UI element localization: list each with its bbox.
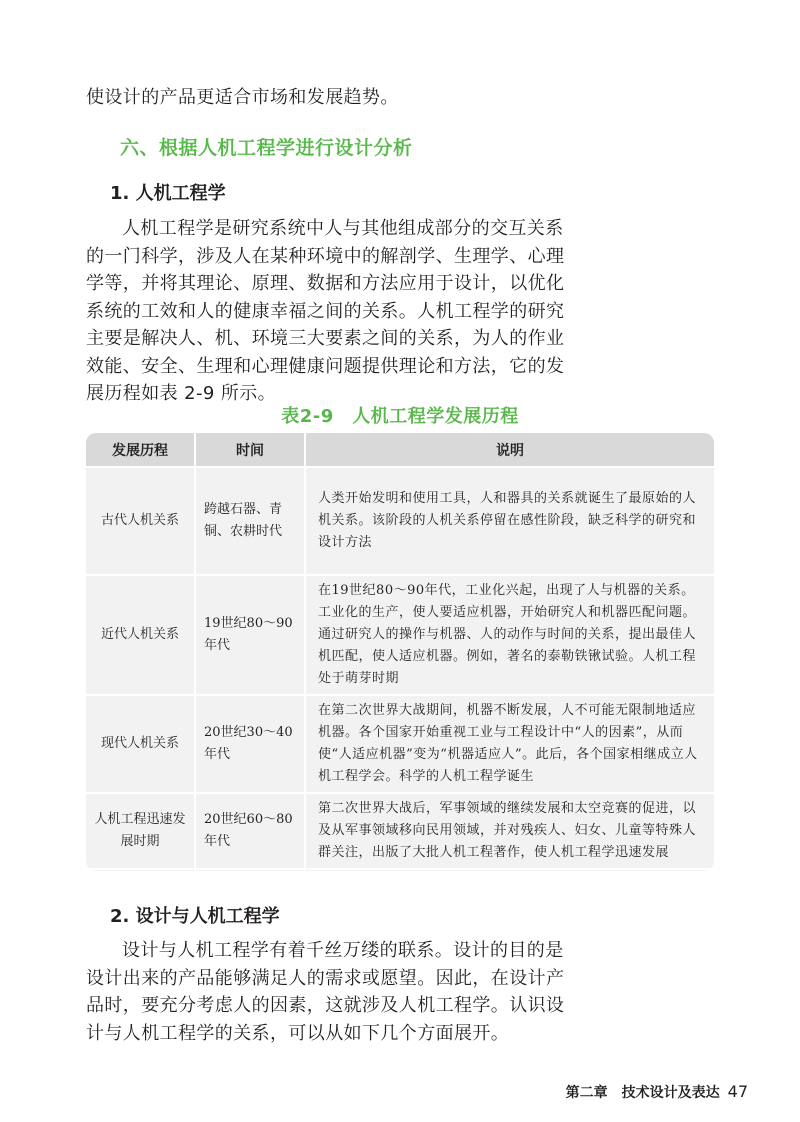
subsection-title-design-ergonomics: 2. 设计与人机工程学 bbox=[110, 906, 280, 927]
cell-time: 19世纪80～90年代 bbox=[195, 575, 305, 695]
cell-description: 在第二次世界大战期间，机器不断发展，人不可能无限制地适应机器。各个国家开始重视工业与工程设计中“人的因素”，从而使“人适应机器”变为“机器适应人”。此后，各个国家相继成立人机工程学会。科学的人机工程学诞生 bbox=[305, 695, 714, 793]
header-description: 说明 bbox=[305, 433, 714, 467]
cell-stage bbox=[86, 869, 195, 871]
continued-paragraph: 使设计的产品更适合市场和发展趋势。 bbox=[86, 87, 399, 108]
table-row bbox=[86, 467, 714, 575]
header-time: 时间 bbox=[195, 433, 305, 467]
cell-description bbox=[305, 869, 714, 871]
table-row bbox=[86, 793, 714, 869]
table-caption: 表2-9 人机工程学发展历程 bbox=[281, 406, 519, 427]
table-row bbox=[86, 695, 714, 793]
cell-time: 20世纪30～40年代 bbox=[195, 695, 305, 793]
design-ergonomics-paragraph: 设计与人机工程学有着千丝万缕的联系。设计的目的是设计出来的产品能够满足人的需求或愿望。因此，在设计产品时，要充分考虑人的因素，这就涉及人机工程学。认识设计与人机工程学的关系，可以从如下几个方面展开。 bbox=[86, 940, 565, 1044]
cell-description: 第二次世界大战后，军事领域的继续发展和太空竞赛的促进，以及从军事领域移向民用领域，并对残疾人、妇女、儿童等特殊人群关注，出版了大批人机工程著作，使人机工程学迅速发展 bbox=[305, 793, 714, 869]
subsection-title-ergonomics: 1. 人机工程学 bbox=[110, 183, 226, 204]
cell-description: 人类开始发明和使用工具，人和器具的关系就诞生了最原始的人机关系。该阶段的人机关系停留在感性阶段，缺乏科学的研究和设计方法 bbox=[305, 467, 714, 575]
header-stage: 发展历程 bbox=[86, 433, 195, 467]
table-header-row bbox=[86, 433, 714, 467]
cell-time bbox=[195, 869, 305, 871]
table-row bbox=[86, 869, 714, 871]
cell-time: 20世纪60～80年代 bbox=[195, 793, 305, 869]
cell-stage: 古代人机关系 bbox=[86, 467, 195, 575]
chapter-title: 第二章 技术设计及表达 bbox=[565, 1085, 720, 1101]
cell-description: 在19世纪80～90年代，工业化兴起，出现了人与机器的关系。工业化的生产，使人要适应机器，开始研究人和机器匹配问题。通过研究人的操作与机器、人的动作与时间的关系，提出最佳人机匹配，使人适应机器。例如，著名的泰勒铁锹试验。人机工程处于萌芽时期 bbox=[305, 575, 714, 695]
section-title: 六、根据人机工程学进行设计分析 bbox=[120, 137, 413, 159]
ergonomics-paragraph: 人机工程学是研究系统中人与其他组成部分的交互关系的一门科学，涉及人在某种环境中的解剖学、生理学、心理学等，并将其理论、原理、数据和方法应用于设计，以优化系统的工效和人的健康幸福之间的关系。人机工程学的研究主要是解决人、机、环境三大要素之间的关系，为人的作业效能、安全、生理和心理健康问题提供理论和方法，它的发展历程如表 2-9 所示。 bbox=[86, 218, 565, 404]
cell-stage: 现代人机关系 bbox=[86, 695, 195, 793]
table-row bbox=[86, 575, 714, 695]
page-number: 47 bbox=[727, 1082, 748, 1101]
ergonomics-history-table bbox=[86, 433, 714, 871]
cell-stage: 人机工程迅速发展时期 bbox=[86, 793, 195, 869]
cell-time: 跨越石器、青铜、农耕时代 bbox=[195, 467, 305, 575]
page-footer bbox=[566, 1082, 748, 1102]
cell-stage: 近代人机关系 bbox=[86, 575, 195, 695]
